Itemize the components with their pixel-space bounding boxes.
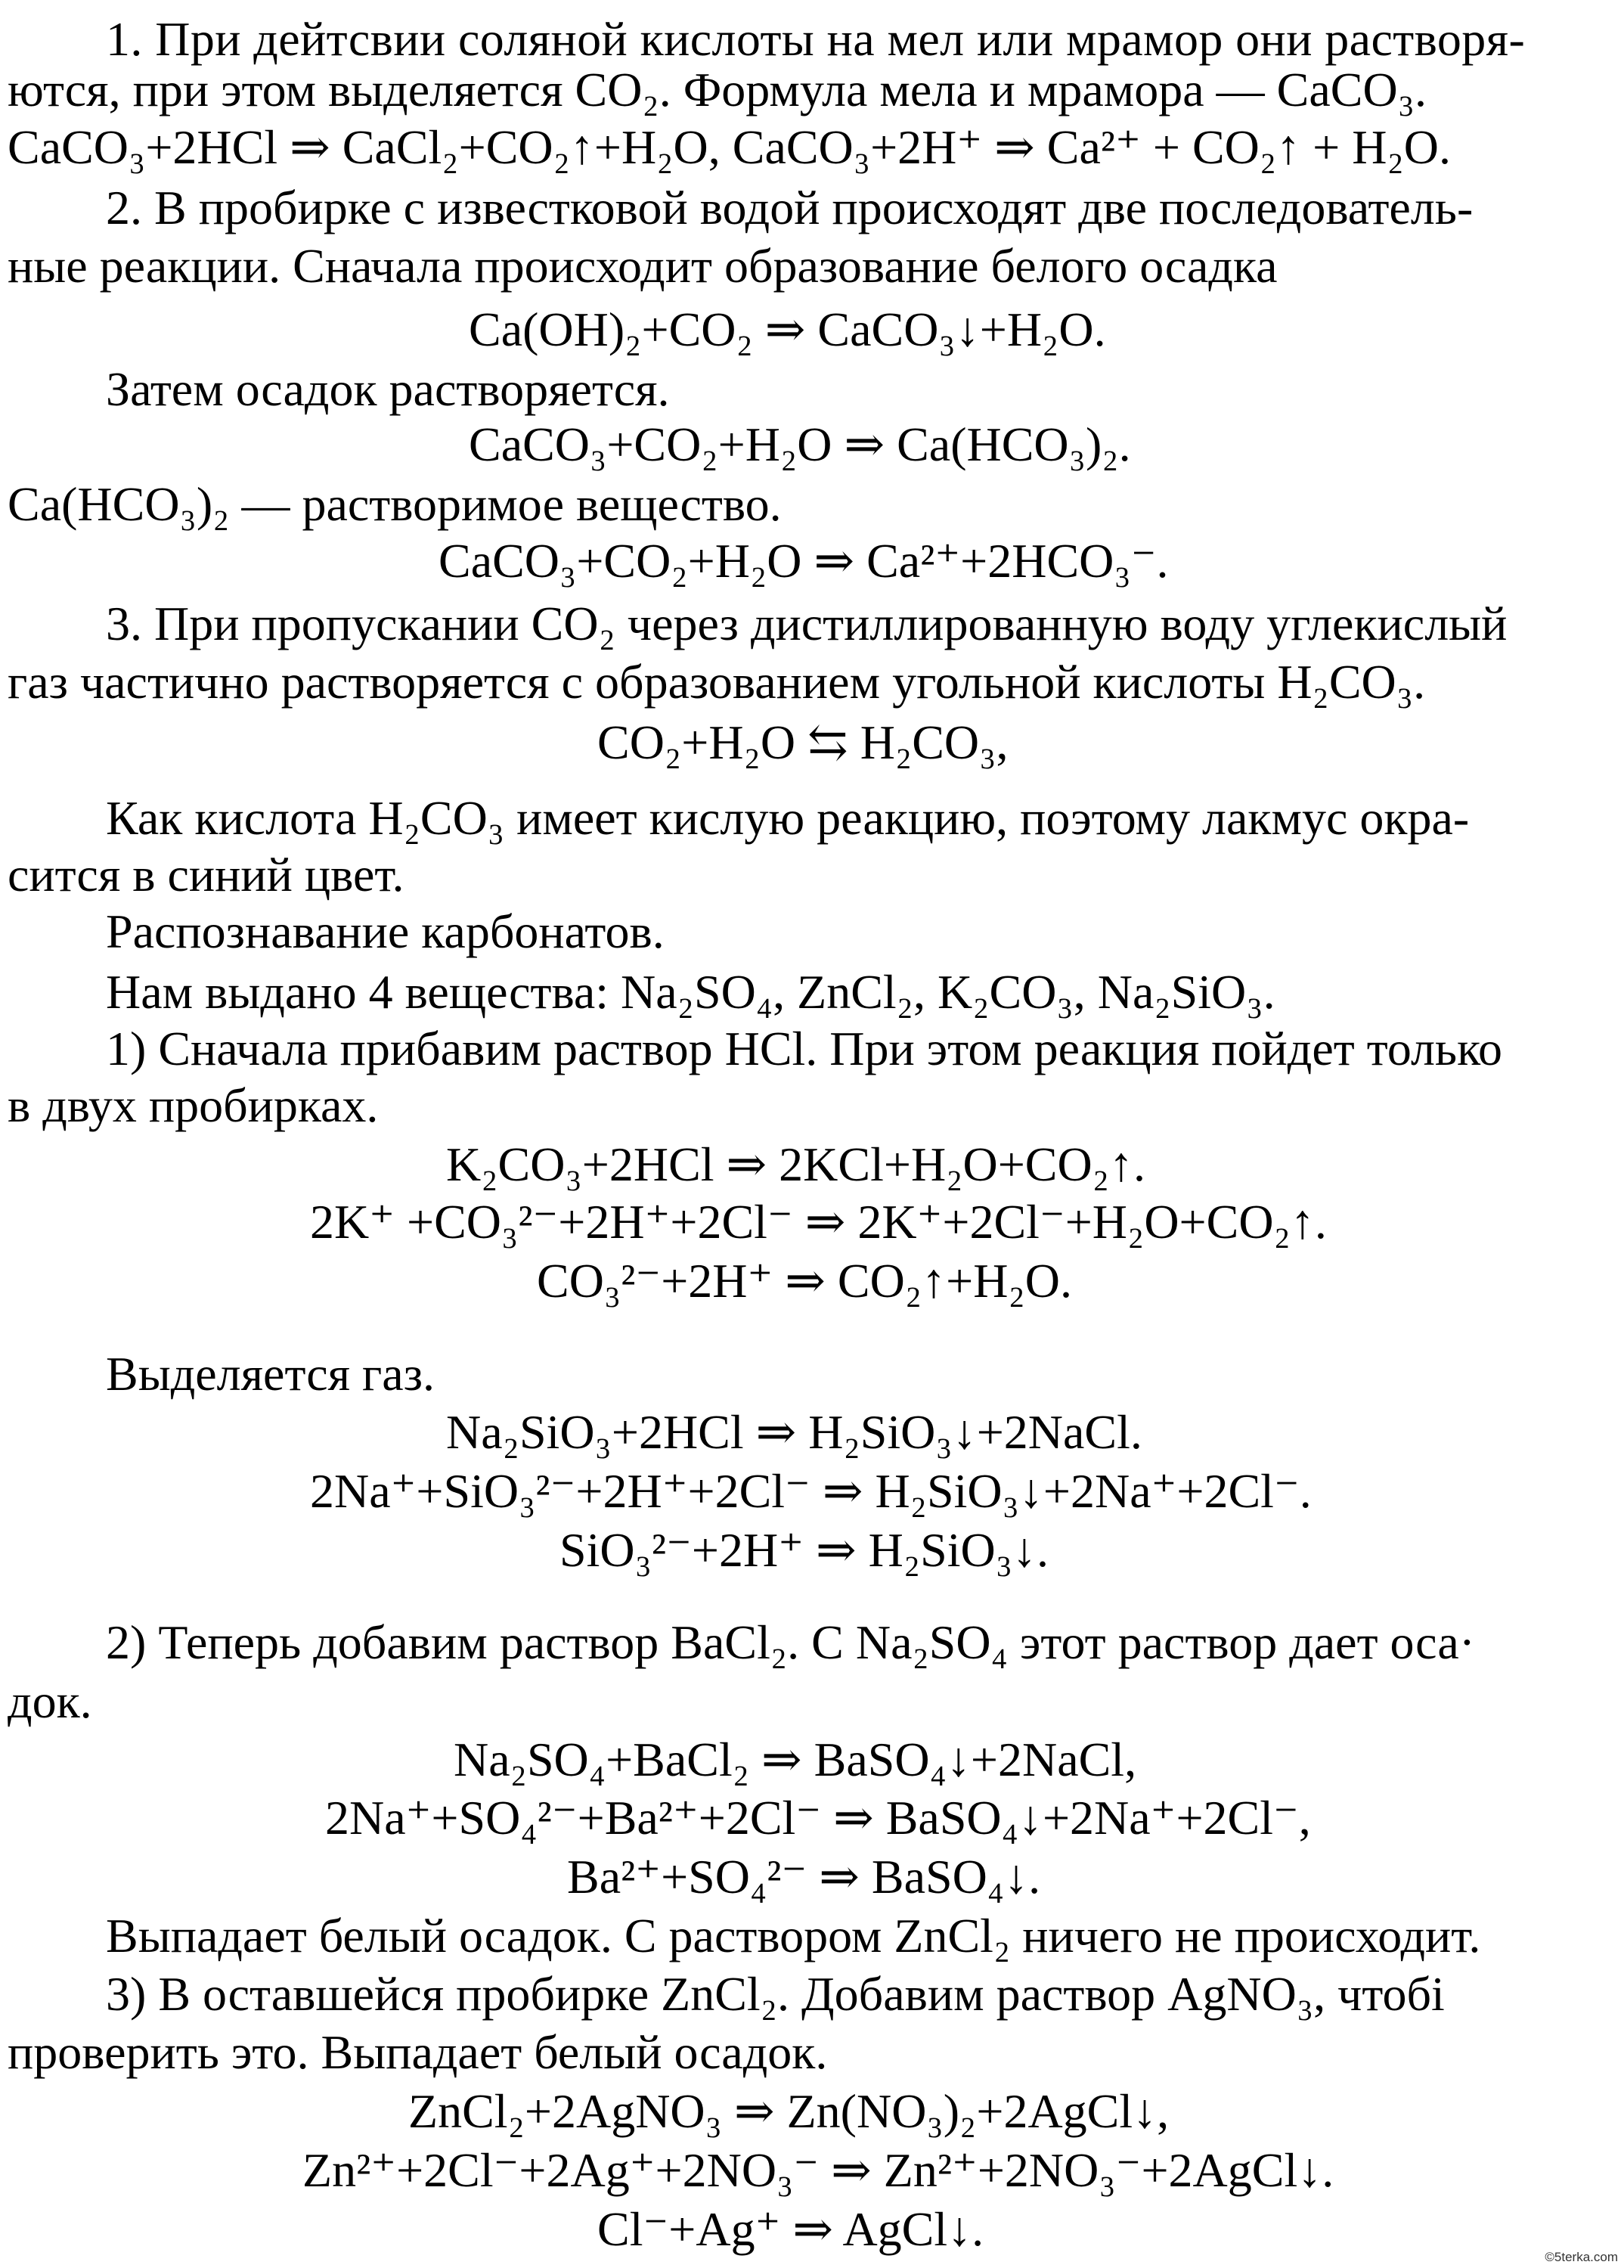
equation-line: Ca(OH)₂+CO₂ ⇒ CaCO₃↓+H₂O. [469,303,1106,356]
equation-line: Na₂SO₄+BaCl₂ ⇒ BaSO₄↓+2NaCl, [454,1733,1137,1786]
equation-line: 2K⁺ +CO₃²⁻+2H⁺+2Cl⁻ ⇒ 2K⁺+2Cl⁻+H₂O+CO₂↑. [310,1195,1327,1249]
text-line: сится в синий цвет. [8,848,404,901]
equation-line: 2Na⁺+SiO₃²⁻+2H⁺+2Cl⁻ ⇒ H₂SiO₃↓+2Na⁺+2Cl⁻. [310,1464,1312,1518]
equation-line: K₂CO₃+2HCl ⇒ 2KCl+H₂O+CO₂↑. [446,1137,1145,1191]
text-line: док. [8,1674,92,1728]
text-line: 1) Сначала прибавим раствор HCl. При этом реакция пойдет только [106,1022,1502,1075]
text-line: 3) В оставшейся пробирке ZnCl₂. Добавим раствор AgNO₃, чтобі [106,1967,1445,2021]
equation-line: CO₂+H₂O ⇆ H₂CO₃, [597,715,1009,769]
text-line: проверить это. Выпадает белый осадок. [8,2025,828,2079]
text-line: 3. При пропускании CO₂ через дистиллированную воду углекислый [106,597,1508,650]
text-line: Нам выдано 4 вещества: Na₂SO₄, ZnCl₂, K₂CO₃, Na₂SiO₃. [106,965,1275,1019]
equation-line: CO₃²⁻+2H⁺ ⇒ CO₂↑+H₂O. [537,1254,1072,1308]
text-line: газ частично растворяется с образованием угольной кислоты H₂CO₃. [8,655,1426,709]
equation-line: CaCO₃+2HCl ⇒ CaCl₂+CO₂↑+H₂O, CaCO₃+2H⁺ ⇒ Ca²⁺ + CO₂↑ + H₂O. [8,120,1451,174]
text-line: 2) Теперь добавим раствор BaCl₂. С Na₂SO₄ этот раствор дает оса· [106,1615,1476,1669]
equation-line: Na₂SiO₃+2HCl ⇒ H₂SiO₃↓+2NaCl. [446,1405,1142,1459]
text-line: 1. При дейтсвии соляной кислоты на мел или мрамор они растворя- [106,12,1526,66]
text-line: Выделяется газ. [106,1347,435,1401]
equation-line: Cl⁻+Ag⁺ ⇒ AgCl↓. [597,2202,984,2256]
equation-line: CaCO₃+CO₂+H₂O ⇒ Ca²⁺+2HCO₃⁻. [439,534,1169,588]
text-line: Ca(HCO₃)₂ — растворимое вещество. [8,477,782,531]
equation-line: Zn²⁺+2Cl⁻+2Ag⁺+2NO₃⁻ ⇒ Zn²⁺+2NO₃⁻+2AgCl↓. [302,2143,1334,2197]
text-line: в двух пробирках. [8,1078,379,1132]
text-line: Затем осадок растворяется. [106,362,670,416]
text-line: 2. В пробирке с известковой водой происходят две последователь- [106,181,1474,234]
text-line: ются, при этом выделяется CO₂. Формула мела и мрамора — CaCO₃. [8,63,1427,116]
equation-line: CaCO₃+CO₂+H₂O ⇒ Ca(HCO₃)₂. [469,417,1131,471]
text-line: ные реакции. Сначала происходит образование белого осадка [8,239,1278,293]
equation-line: SiO₃²⁻+2H⁺ ⇒ H₂SiO₃↓. [559,1523,1049,1577]
text-line: Выпадает белый осадок. С раствором ZnCl₂ ничего не происходит. [106,1909,1481,1962]
text-line: Распознавание карбонатов. [106,904,665,958]
watermark-footer: ©5terka.com [1545,2250,1618,2264]
equation-line: 2Na⁺+SO₄²⁻+Ba²⁺+2Cl⁻ ⇒ BaSO₄↓+2Na⁺+2Cl⁻, [325,1791,1311,1844]
equation-line: ZnCl₂+2AgNO₃ ⇒ Zn(NO₃)₂+2AgCl↓, [408,2084,1170,2138]
text-line: Как кислота H₂CO₃ имеет кислую реакцию, поэтому лакмус окра- [106,791,1470,845]
equation-line: Ba²⁺+SO₄²⁻ ⇒ BaSO₄↓. [567,1850,1041,1903]
